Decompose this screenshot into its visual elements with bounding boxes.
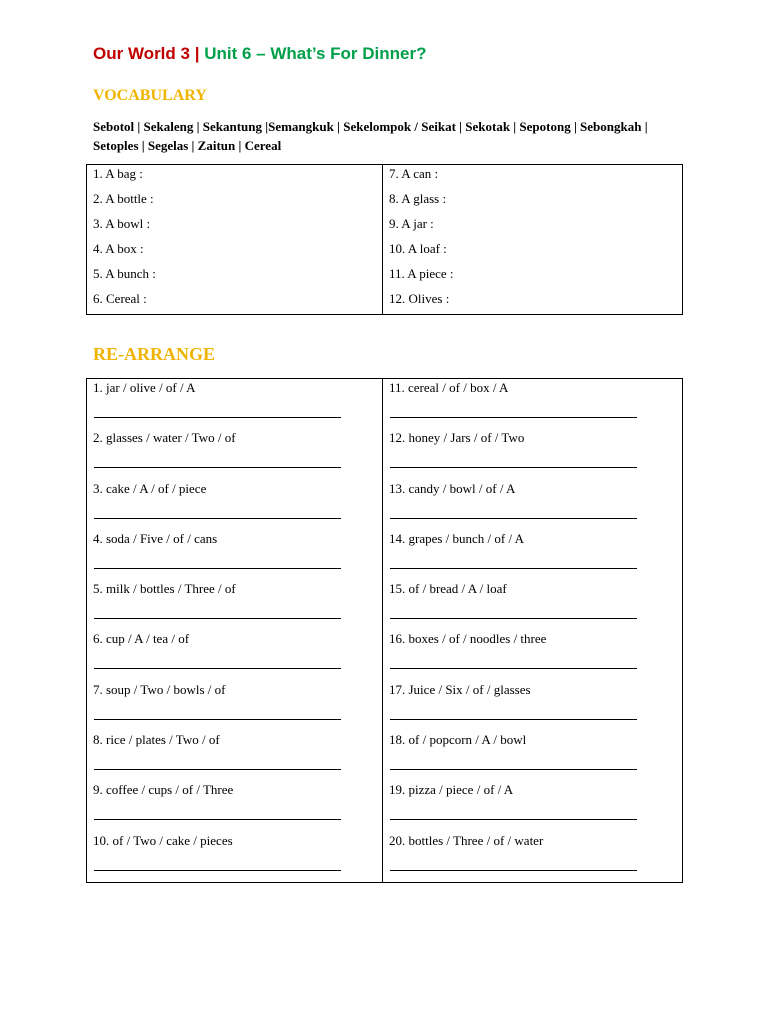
vocabulary-item: 1. A bag : xyxy=(93,166,143,181)
rearrange-prompt: 13. candy / bowl / of / A xyxy=(389,480,516,496)
rearrange-prompt: 6. cup / A / tea / of xyxy=(93,631,190,647)
rearrange-prompt: 12. honey / Jars / of / Two xyxy=(389,430,525,446)
rearrange-heading: RE-ARRANGE xyxy=(93,344,216,364)
rearrange-prompt: 2. glasses / water / Two / of xyxy=(93,430,236,446)
rearrange-prompt: 9. coffee / cups / of / Three xyxy=(93,782,234,798)
rearrange-prompt: 7. soup / Two / bowls / of xyxy=(93,681,226,697)
answer-line[interactable] xyxy=(94,769,341,770)
answer-line[interactable] xyxy=(390,417,637,418)
rearrange-item xyxy=(389,530,682,580)
rearrange-item xyxy=(93,580,382,630)
rearrange-prompt: 4. soda / Five / of / cans xyxy=(93,530,218,546)
rearrange-prompt: 1. jar / olive / of / A xyxy=(93,380,196,395)
answer-line[interactable] xyxy=(94,719,341,720)
rearrange-prompt: 8. rice / plates / Two / of xyxy=(93,732,220,748)
rearrange-item xyxy=(389,480,682,530)
answer-line[interactable] xyxy=(390,668,637,669)
answer-line[interactable] xyxy=(94,568,341,569)
rearrange-item xyxy=(389,832,682,882)
rearrange-prompt: 15. of / bread / A / loaf xyxy=(389,581,507,597)
title-separator: | xyxy=(194,44,200,63)
vocabulary-item: 2. A bottle : xyxy=(93,191,154,206)
rearrange-item xyxy=(389,429,682,479)
answer-line[interactable] xyxy=(390,568,637,569)
rearrange-prompt: 18. of / popcorn / A / bowl xyxy=(389,732,527,748)
rearrange-item xyxy=(93,681,382,731)
rearrange-item xyxy=(389,681,682,731)
rearrange-item xyxy=(389,379,682,429)
rearrange-item xyxy=(93,781,382,831)
vocabulary-item: 12. Olives : xyxy=(389,291,450,306)
rearrange-item xyxy=(389,731,682,781)
answer-line[interactable] xyxy=(390,467,637,468)
answer-line[interactable] xyxy=(94,518,341,519)
page-title xyxy=(93,44,427,64)
answer-line[interactable] xyxy=(390,719,637,720)
vocabulary-item: 11. A piece : xyxy=(389,266,454,281)
rearrange-item xyxy=(93,379,382,429)
vocabulary-heading: VOCABULARY xyxy=(93,87,207,104)
vocabulary-column-left xyxy=(87,165,382,314)
rearrange-item xyxy=(93,731,382,781)
rearrange-prompt: 14. grapes / bunch / of / A xyxy=(389,530,525,546)
vocabulary-item: 3. A bowl : xyxy=(93,216,151,231)
answer-line[interactable] xyxy=(94,467,341,468)
answer-line[interactable] xyxy=(390,618,637,619)
rearrange-prompt: 3. cake / A / of / piece xyxy=(93,480,207,496)
rearrange-item xyxy=(93,630,382,680)
rearrange-item xyxy=(389,630,682,680)
answer-line[interactable] xyxy=(390,870,637,871)
answer-line[interactable] xyxy=(94,819,341,820)
rearrange-prompt: 10. of / Two / cake / pieces xyxy=(93,832,233,848)
rearrange-item xyxy=(93,480,382,530)
rearrange-prompt: 16. boxes / of / noodles / three xyxy=(389,631,547,647)
rearrange-item xyxy=(93,429,382,479)
rearrange-item xyxy=(93,530,382,580)
unit-title: Unit 6 – What’s For Dinner? xyxy=(204,44,427,63)
vocabulary-item: 6. Cereal : xyxy=(93,291,147,306)
rearrange-prompt: 19. pizza / piece / of / A xyxy=(389,782,514,798)
answer-line[interactable] xyxy=(390,769,637,770)
answer-line[interactable] xyxy=(94,870,341,871)
course-title: Our World 3 xyxy=(93,44,190,63)
vocabulary-item: 10. A loaf : xyxy=(389,241,447,256)
word-bank: Sebotol | Sekaleng | Sekantung |Semangkuk | Sekelompok / Seikat | Sekotak | Sepotong | Sebongkah | Setoples | Segelas | Zaitun | Cereal xyxy=(93,119,648,153)
vocabulary-item: 8. A glass : xyxy=(389,191,447,206)
rearrange-item xyxy=(389,580,682,630)
rearrange-item xyxy=(389,781,682,831)
answer-line[interactable] xyxy=(390,819,637,820)
rearrange-prompt: 11. cereal / of / box / A xyxy=(389,380,509,395)
vocabulary-item: 4. A box : xyxy=(93,241,144,256)
answer-line[interactable] xyxy=(94,668,341,669)
rearrange-column-right xyxy=(382,379,682,882)
answer-line[interactable] xyxy=(94,417,341,418)
answer-line[interactable] xyxy=(390,518,637,519)
rearrange-prompt: 17. Juice / Six / of / glasses xyxy=(389,681,531,697)
rearrange-item xyxy=(93,832,382,882)
rearrange-column-left xyxy=(87,379,382,882)
vocabulary-item: 5. A bunch : xyxy=(93,266,156,281)
vocabulary-column-right xyxy=(382,165,682,314)
rearrange-table xyxy=(86,378,683,883)
answer-line[interactable] xyxy=(94,618,341,619)
rearrange-prompt: 5. milk / bottles / Three / of xyxy=(93,581,236,597)
vocabulary-table xyxy=(86,164,683,315)
rearrange-prompt: 20. bottles / Three / of / water xyxy=(389,832,544,848)
vocabulary-item: 9. A jar : xyxy=(389,216,434,231)
vocabulary-item: 7. A can : xyxy=(389,166,439,181)
